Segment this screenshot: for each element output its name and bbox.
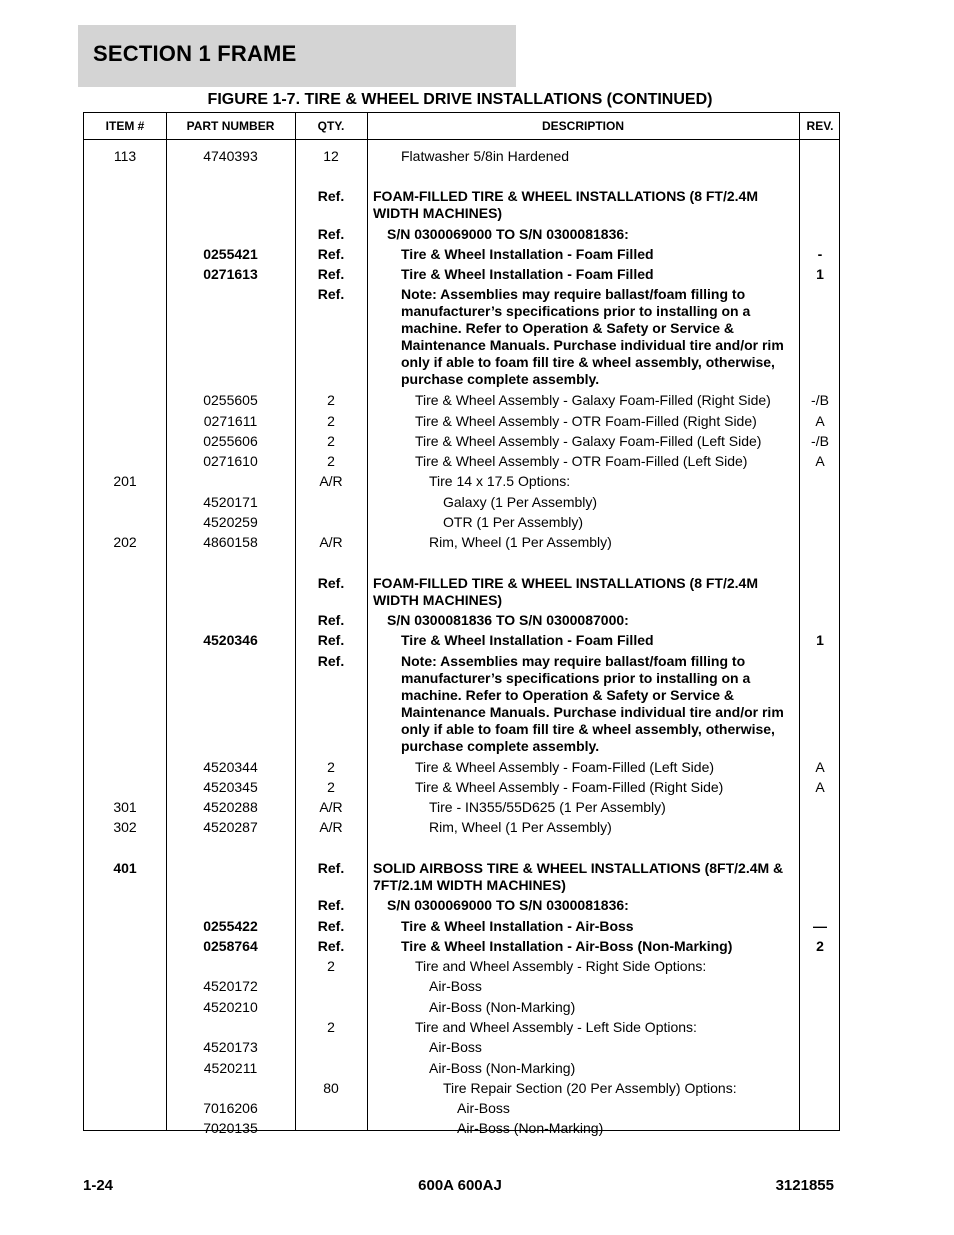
section-title: SECTION 1 FRAME	[93, 41, 297, 66]
description: Tire & Wheel Assembly - Galaxy Foam-Filled (Left Side)	[415, 433, 762, 449]
quantity: 2	[327, 392, 335, 408]
quantity: 2	[327, 958, 335, 974]
part-number: 4520288	[203, 799, 258, 815]
header-part-number: PART NUMBER	[186, 119, 275, 133]
item-number: 202	[113, 534, 137, 550]
description: Tire & Wheel Assembly - Galaxy Foam-Filled (Right Side)	[415, 392, 771, 408]
description: Tire & Wheel Assembly - Foam-Filled (Right Side)	[415, 779, 724, 795]
header-rev: REV.	[806, 119, 834, 133]
part-number: 4520171	[203, 494, 258, 510]
description: Air-Boss	[457, 1100, 510, 1116]
item-number: 302	[113, 819, 137, 835]
quantity: Ref.	[317, 575, 345, 591]
revision: A	[815, 413, 825, 429]
document-number: 3121855	[775, 1177, 834, 1194]
quantity: 2	[327, 1019, 335, 1035]
description: Tire - IN355/55D625 (1 Per Assembly)	[429, 799, 666, 815]
part-number: 0255606	[203, 433, 258, 449]
part-number: 4520172	[203, 978, 258, 994]
part-number: 7020135	[203, 1120, 258, 1136]
description: Tire & Wheel Installation - Foam Filled	[401, 266, 654, 282]
part-number: 0255421	[203, 246, 258, 262]
description: Tire and Wheel Assembly - Right Side Options:	[415, 958, 707, 974]
quantity: A/R	[319, 799, 343, 815]
description: FOAM-FILLED TIRE & WHEEL INSTALLATIONS (8 FT/2.4M WIDTH MACHINES)	[373, 188, 758, 221]
description: Flatwasher 5/8in Hardened	[401, 148, 570, 164]
header-divider	[84, 139, 839, 140]
part-number: 4740393	[203, 148, 258, 164]
part-number: 4520173	[203, 1039, 258, 1055]
revision: -/B	[811, 392, 829, 408]
description: Air-Boss (Non-Marking)	[429, 1060, 576, 1076]
part-number: 4520211	[203, 1060, 258, 1076]
parts-table	[83, 112, 840, 1136]
description: S/N 0300069000 TO S/N 0300081836:	[387, 897, 629, 913]
item-number: 113	[113, 148, 137, 164]
description: Tire & Wheel Assembly - OTR Foam-Filled (Right Side)	[415, 413, 757, 429]
part-number: 0271611	[203, 413, 258, 429]
page-number: 1-24	[83, 1177, 114, 1194]
description: Tire Repair Section (20 Per Assembly) Options:	[443, 1080, 737, 1096]
part-number: 4520287	[203, 819, 258, 835]
part-number: 4520345	[203, 779, 258, 795]
description: Tire & Wheel Assembly - OTR Foam-Filled (Left Side)	[415, 453, 748, 469]
quantity: Ref.	[317, 188, 345, 204]
revision: 1	[816, 266, 824, 282]
header-qty: QTY.	[317, 119, 345, 133]
figure-title: FIGURE 1-7. TIRE & WHEEL DRIVE INSTALLATIONS (CONTINUED)	[207, 91, 713, 108]
revision: -/B	[811, 433, 829, 449]
description: S/N 0300081836 TO S/N 0300087000:	[387, 612, 629, 628]
part-number: 0258764	[203, 938, 258, 954]
quantity: Ref.	[317, 653, 345, 669]
description: Air-Boss (Non-Marking)	[429, 999, 576, 1015]
header-description: DESCRIPTION	[541, 119, 624, 133]
quantity: 2	[327, 453, 335, 469]
description: S/N 0300069000 TO S/N 0300081836:	[387, 226, 629, 242]
description: Rim, Wheel (1 Per Assembly)	[429, 819, 612, 835]
description: Tire & Wheel Installation - Foam Filled	[401, 246, 654, 262]
description: FOAM-FILLED TIRE & WHEEL INSTALLATIONS (8 FT/2.4M WIDTH MACHINES)	[373, 575, 758, 608]
quantity: Ref.	[317, 897, 345, 913]
revision: 1	[816, 632, 824, 648]
quantity: Ref.	[317, 612, 345, 628]
quantity: Ref.	[317, 918, 345, 934]
revision: A	[815, 759, 825, 775]
description: Air-Boss (Non-Marking)	[457, 1120, 604, 1136]
quantity: A/R	[319, 534, 343, 550]
part-number: 7016206	[203, 1100, 258, 1116]
part-number: 0271610	[203, 453, 258, 469]
quantity: Ref.	[317, 632, 345, 648]
description: Air-Boss	[429, 1039, 482, 1055]
description: Tire & Wheel Installation - Foam Filled	[401, 632, 654, 648]
part-number: 4520210	[203, 999, 258, 1015]
description: Air-Boss	[429, 978, 482, 994]
revision: -	[817, 246, 823, 262]
part-number: 0271613	[203, 266, 258, 282]
part-number: 4520346	[203, 632, 258, 648]
quantity: Ref.	[317, 938, 345, 954]
quantity: 12	[323, 148, 339, 164]
quantity: A/R	[319, 473, 343, 489]
part-number: 4860158	[203, 534, 258, 550]
part-number: 4520259	[203, 514, 258, 530]
item-number: 201	[113, 473, 137, 489]
description: Note: Assemblies may require ballast/foam filling to manufacturer’s specifications prior to installing on a machine. Refer to Operation & Safety or Service & Maintenance Manuals. Purchase individual tire and/or rim only if able to foam fill tire & wheel assembly, otherwise, purchase complete assembly.	[401, 286, 784, 387]
description: Tire & Wheel Assembly - Foam-Filled (Left Side)	[415, 759, 715, 775]
description: OTR (1 Per Assembly)	[443, 514, 584, 530]
quantity: Ref.	[317, 860, 345, 876]
description: Tire & Wheel Installation - Air-Boss	[401, 918, 634, 934]
quantity: Ref.	[317, 246, 345, 262]
description: SOLID AIRBOSS TIRE & WHEEL INSTALLATIONS (8FT/2.4M & 7FT/2.1M WIDTH MACHINES)	[373, 860, 784, 893]
column-divider	[367, 113, 368, 1130]
quantity: A/R	[319, 819, 343, 835]
revision: A	[815, 453, 825, 469]
revision: A	[815, 779, 825, 795]
description: Rim, Wheel (1 Per Assembly)	[429, 534, 612, 550]
header-item: ITEM #	[105, 119, 145, 133]
quantity: 2	[327, 413, 335, 429]
quantity: 80	[323, 1080, 339, 1096]
revision: —	[813, 918, 827, 934]
item-number: 401	[113, 860, 137, 876]
quantity: Ref.	[317, 266, 345, 282]
description: Tire 14 x 17.5 Options:	[429, 473, 571, 489]
quantity: 2	[327, 779, 335, 795]
quantity: 2	[327, 433, 335, 449]
description: Tire & Wheel Installation - Air-Boss (Non-Marking)	[401, 938, 733, 954]
quantity: Ref.	[317, 226, 345, 242]
item-number: 301	[113, 799, 137, 815]
part-number: 0255422	[203, 918, 258, 934]
part-number: 4520344	[203, 759, 258, 775]
quantity: 2	[327, 759, 335, 775]
quantity: Ref.	[317, 286, 345, 302]
description: Note: Assemblies may require ballast/foam filling to manufacturer’s specifications prior to installing on a machine. Refer to Operation & Safety or Service & Maintenance Manuals. Purchase individual tire and/or rim only if able to foam fill tire & wheel assembly, otherwise, purchase complete assembly.	[401, 653, 784, 754]
part-number: 0255605	[203, 392, 258, 408]
model-label: 600A 600AJ	[418, 1177, 502, 1194]
description: Galaxy (1 Per Assembly)	[443, 494, 598, 510]
description: Tire and Wheel Assembly - Left Side Options:	[415, 1019, 697, 1035]
revision: 2	[816, 938, 824, 954]
